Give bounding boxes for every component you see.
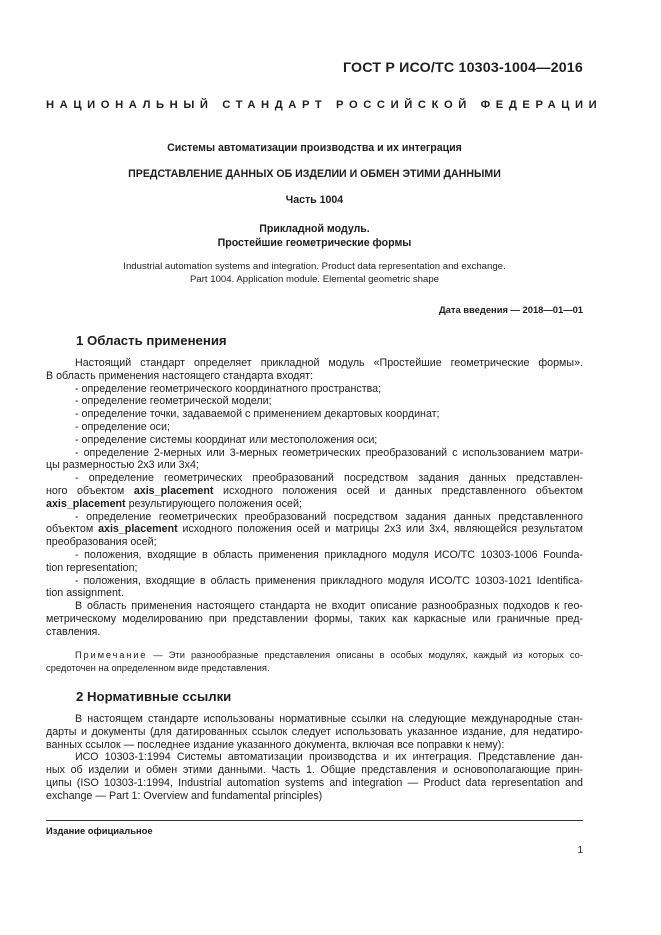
footer-divider <box>46 820 583 821</box>
title-module <box>46 222 583 250</box>
paragraph-line: В настоящем стандарте использованы нормативные ссылки на следующие международные стан- <box>75 713 583 725</box>
text-run: результирующего положения осей; <box>128 497 302 510</box>
entity-name: axis_placement <box>46 497 126 510</box>
paragraph-line: дарты и документы (для датированных ссылок следует использовать указанное издание, для недатиро- <box>46 725 583 738</box>
entity-name: axis_placement <box>133 484 214 497</box>
list-item: - определение оси; <box>75 420 170 433</box>
note-text: — Эти разнообразные представления описаны в особых модулях, каждый из которых со- <box>147 649 583 660</box>
section-2-body <box>46 713 583 803</box>
paragraph-line: В область применения настоящего стандарта входят: <box>46 369 314 382</box>
list-item: - определение геометрических преобразований посредством задания данных представленного <box>75 510 583 523</box>
section-2-heading: 2 Нормативные ссылки <box>76 689 232 704</box>
title-module-line1: Прикладной модуль. <box>259 223 370 235</box>
text-run: исходного положения осей и матрицы 2х3 или 3х4, являющейся результатом <box>182 523 583 536</box>
list-item: - определение геометрической модели; <box>75 395 272 408</box>
text-run: объектом <box>46 523 94 536</box>
section-1-heading: 1 Область применения <box>76 333 227 348</box>
title-part: Часть 1004 <box>285 194 344 206</box>
entity-name: axis_placement <box>98 523 178 536</box>
title-english <box>46 260 583 286</box>
paragraph-line: ставления. <box>46 625 101 638</box>
national-standard-banner: НАЦИОНАЛЬНЫЙ СТАНДАРТ РОССИЙСКОЙ ФЕДЕРАЦИИ <box>46 99 603 111</box>
paragraph-line: В область применения настоящего стандарта не входит описание разнообразных подходов к гео- <box>75 600 583 613</box>
title-series: Системы автоматизации производства и их интеграция <box>167 142 462 154</box>
title-english-line1: Industrial automation systems and integration. Product data representation and exchange. <box>123 261 506 272</box>
title-main: ПРЕДСТАВЛЕНИЕ ДАННЫХ ОБ ИЗДЕЛИИ И ОБМЕН ЭТИМИ ДАННЫМИ <box>128 168 501 180</box>
text-run: исходного положения осей и данных представленного объектом <box>223 484 583 497</box>
list-item: - положения, входящие в область применения прикладного модуля ИСО/ТС 10303-1021 Identifica- <box>75 574 583 587</box>
list-item-continuation <box>46 498 583 511</box>
list-item: - определение 2-мерных или 3-мерных геометрических преобразований с использованием матри- <box>75 446 583 459</box>
paragraph-line: Настоящий стандарт определяет прикладной модуль «Простейшие геометрические формы». <box>75 357 583 369</box>
edition-label: Издание официальное <box>46 825 153 836</box>
paragraph-line: метрическому моделированию при представлении формы, таких как каркасные или граничные пред- <box>46 612 583 625</box>
document-code: ГОСТ Р ИСО/ТС 10303-1004—2016 <box>342 60 583 76</box>
list-item: - положения, входящие в область применения прикладного модуля ИСО/ТС 10303-1006 Founda- <box>75 548 583 561</box>
list-item-continuation <box>46 523 583 536</box>
list-item: - определение точки, задаваемой с применением декартовых координат; <box>75 408 440 421</box>
list-item: - определение системы координат или местоположения оси; <box>75 433 378 446</box>
list-item-continuation: цы размерностью 2х3 или 3х4; <box>46 459 199 472</box>
page-number: 1 <box>577 845 583 856</box>
title-english-line2: Part 1004. Application module. Elemental geometric shape <box>189 274 440 285</box>
reference-line: exchange — Part 1: Overview and fundamental principles) <box>46 789 323 802</box>
list-item-continuation: tion assignment. <box>46 587 124 600</box>
note-label: Примечание <box>75 649 148 660</box>
paragraph-line: ванных ссылок — последнее издание указанного документа, включая все поправки к нему): <box>46 738 505 751</box>
note <box>46 648 583 674</box>
reference-line: ципы (ISO 10303-1:1994, Industrial automation systems and integration — Product data representation and <box>46 776 583 789</box>
section-1-body <box>46 357 583 639</box>
list-item-continuation: преобразования осей; <box>46 536 157 549</box>
text-run: ного объектом <box>46 484 125 497</box>
list-item-continuation: tion representation; <box>46 561 138 574</box>
note-line <box>46 648 583 661</box>
note-line: средоточен на определенном виде представления. <box>46 662 270 674</box>
list-item: - определение геометрического координатного пространства; <box>75 382 382 395</box>
list-item-continuation <box>46 485 583 498</box>
title-module-line2: Простейшие геометрические формы <box>217 237 412 249</box>
reference-line: ИСО 10303-1:1994 Системы автоматизации производства и их интеграция. Представление дан- <box>75 751 583 764</box>
reference-line: ных об изделии и обмен этими данными. Часть 1. Общие представления и основополагающие прин- <box>46 764 583 777</box>
introduction-date: Дата введения — 2018—01—01 <box>438 304 583 315</box>
list-item: - определение геометрических преобразований посредством задания данных представлен- <box>75 472 583 485</box>
